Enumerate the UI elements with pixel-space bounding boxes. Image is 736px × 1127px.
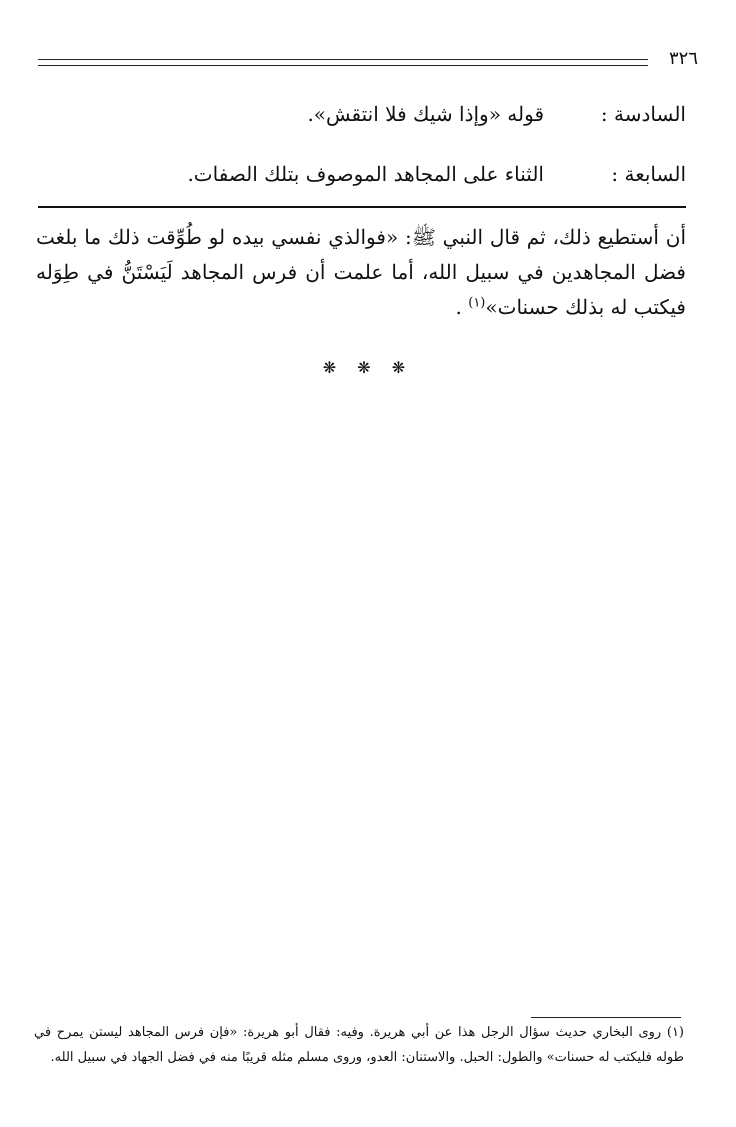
footnote-reference[interactable]: (١) (468, 295, 486, 311)
entry-label: السادسة : (600, 102, 686, 126)
header-double-rule (38, 59, 648, 66)
paragraph-text: أن أستطيع ذلك، ثم قال النبي ﷺ: «فوالذي نفسي بيده لو طُوِّقت ذلك ما بلغت فضل المجاهدين في سبيل الله، أما علمت أن فرس المجاهد لَيَسْتَنُّ في طِوَله فيكتب له بذلك حسنات» (36, 225, 686, 319)
entry-text: قوله «وإذا شيك فلا انتقش». (307, 102, 544, 126)
entry-label: السابعة : (611, 162, 686, 186)
entry-text: الثناء على المجاهد الموصوف بتلك الصفات. (187, 162, 544, 186)
paragraph-end: . (455, 295, 469, 319)
body-paragraph (36, 220, 686, 325)
asterism-separator: ❋ ❋ ❋ (322, 358, 414, 377)
page-number: ٣٢٦ (668, 48, 698, 69)
footnote-rule (531, 1017, 681, 1018)
footnote: (١) روى البخاري حديث سؤال الرجل هذا عن أبي هريرة. وفيه: فقال أبو هريرة: «فإن فرس المجاهد ليستن يمرح في طوله فليكتب له حسنات» والطول: الحبل. والاستنان: العدو، وروى مسلم مثله قريبًا منه في فضل الجهاد في سبيل الله. (34, 1025, 684, 1065)
section-divider (38, 206, 686, 208)
